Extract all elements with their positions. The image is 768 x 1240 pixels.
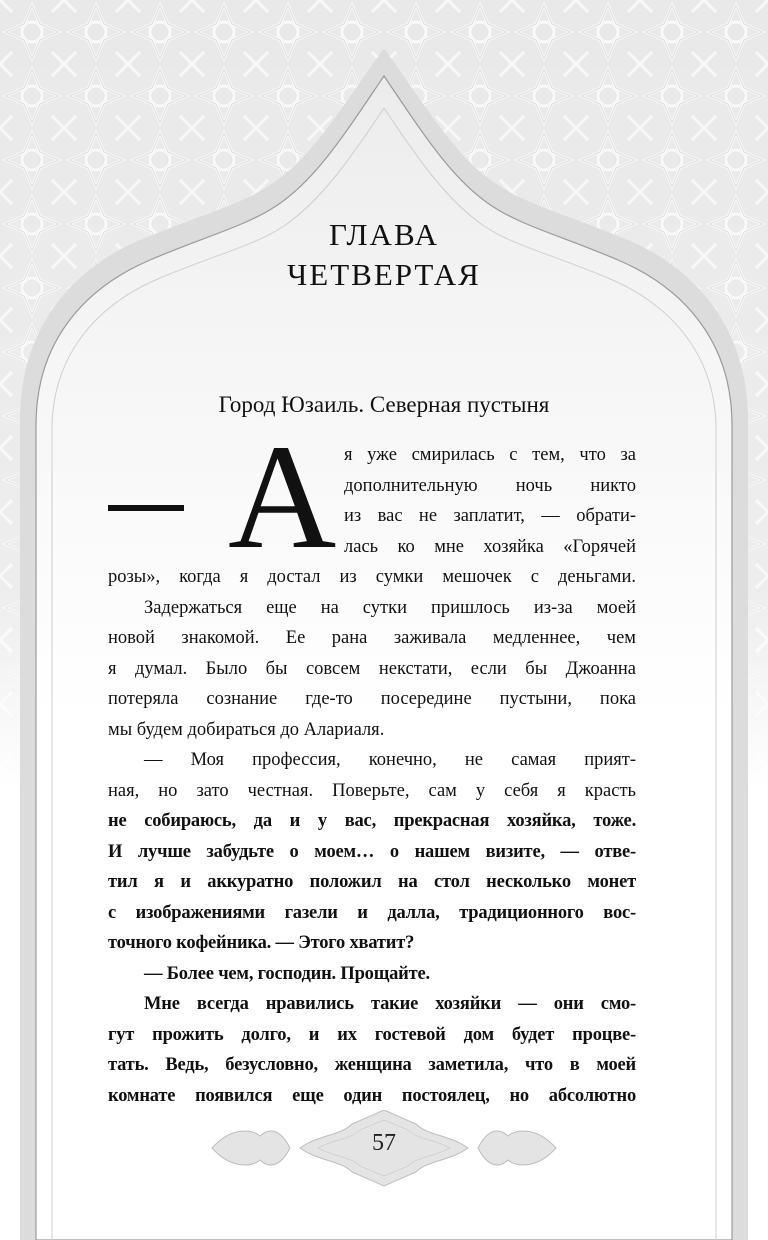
text-line: И лучше забудьте о моем… о нашем визите, — отве- [108, 841, 636, 862]
text-line: потеряла сознание где-то посередине пустыни, пока [108, 689, 636, 709]
text-line: розы», когда я достал из сумки мешочек с деньгами. [108, 567, 636, 587]
text-line: я думал. Было бы совсем некстати, если бы Джоанна [108, 658, 636, 679]
text-line: дополнительную ночь никто [344, 475, 636, 496]
text-line: лась ко мне хозяйка «Горячей [344, 536, 636, 557]
chapter-title-line2: ЧЕТВЕРТАЯ [287, 257, 481, 292]
text-line: из вас не заплатит, — обрати- [344, 506, 636, 526]
text-line: я уже смирилась с тем, что за [344, 445, 636, 465]
text-line: тать. Ведь, безусловно, женщина заметила, что в моей [108, 1055, 636, 1075]
text-line: Задержаться еще на сутки пришлось из-за моей [144, 597, 636, 618]
text-line: Мне всегда нравились такие хозяйки — они смо- [144, 994, 636, 1014]
text-line: точного кофейника. — Этого хватит? [108, 933, 415, 953]
dropcap-letter: А [228, 414, 337, 580]
text-line: мы будем добираться до Алариаля. [108, 719, 385, 740]
chapter-subtitle: Город Юзаиль. Северная пустыня [218, 392, 550, 417]
chapter-title-line1: ГЛАВА [328, 217, 440, 252]
text-line: гут прожить долго, и их гостевой дом будет процве- [108, 1024, 636, 1045]
text-line: ная, но зато честная. Поверьте, сам у себя я красть [108, 780, 636, 801]
text-line: — Моя профессия, конечно, не самая прият- [144, 750, 636, 770]
page-number: 57 [372, 1130, 396, 1156]
text-line: комнате появился еще один постоялец, но абсолютно [108, 1085, 636, 1106]
text-line: новой знакомой. Ее рана заживала медленнее, чем [108, 628, 636, 648]
text-line: с изображениями газели и далла, традиционного вос- [108, 902, 636, 923]
text-line: тил я и аккуратно положил на стол несколько монет [108, 872, 636, 892]
text-line: не собираюсь, да и у вас, прекрасная хозяйка, тоже. [108, 811, 636, 831]
chapter-title [0, 215, 768, 295]
text-line: — Более чем, господин. Прощайте. [144, 963, 430, 984]
body-text [108, 440, 636, 1111]
